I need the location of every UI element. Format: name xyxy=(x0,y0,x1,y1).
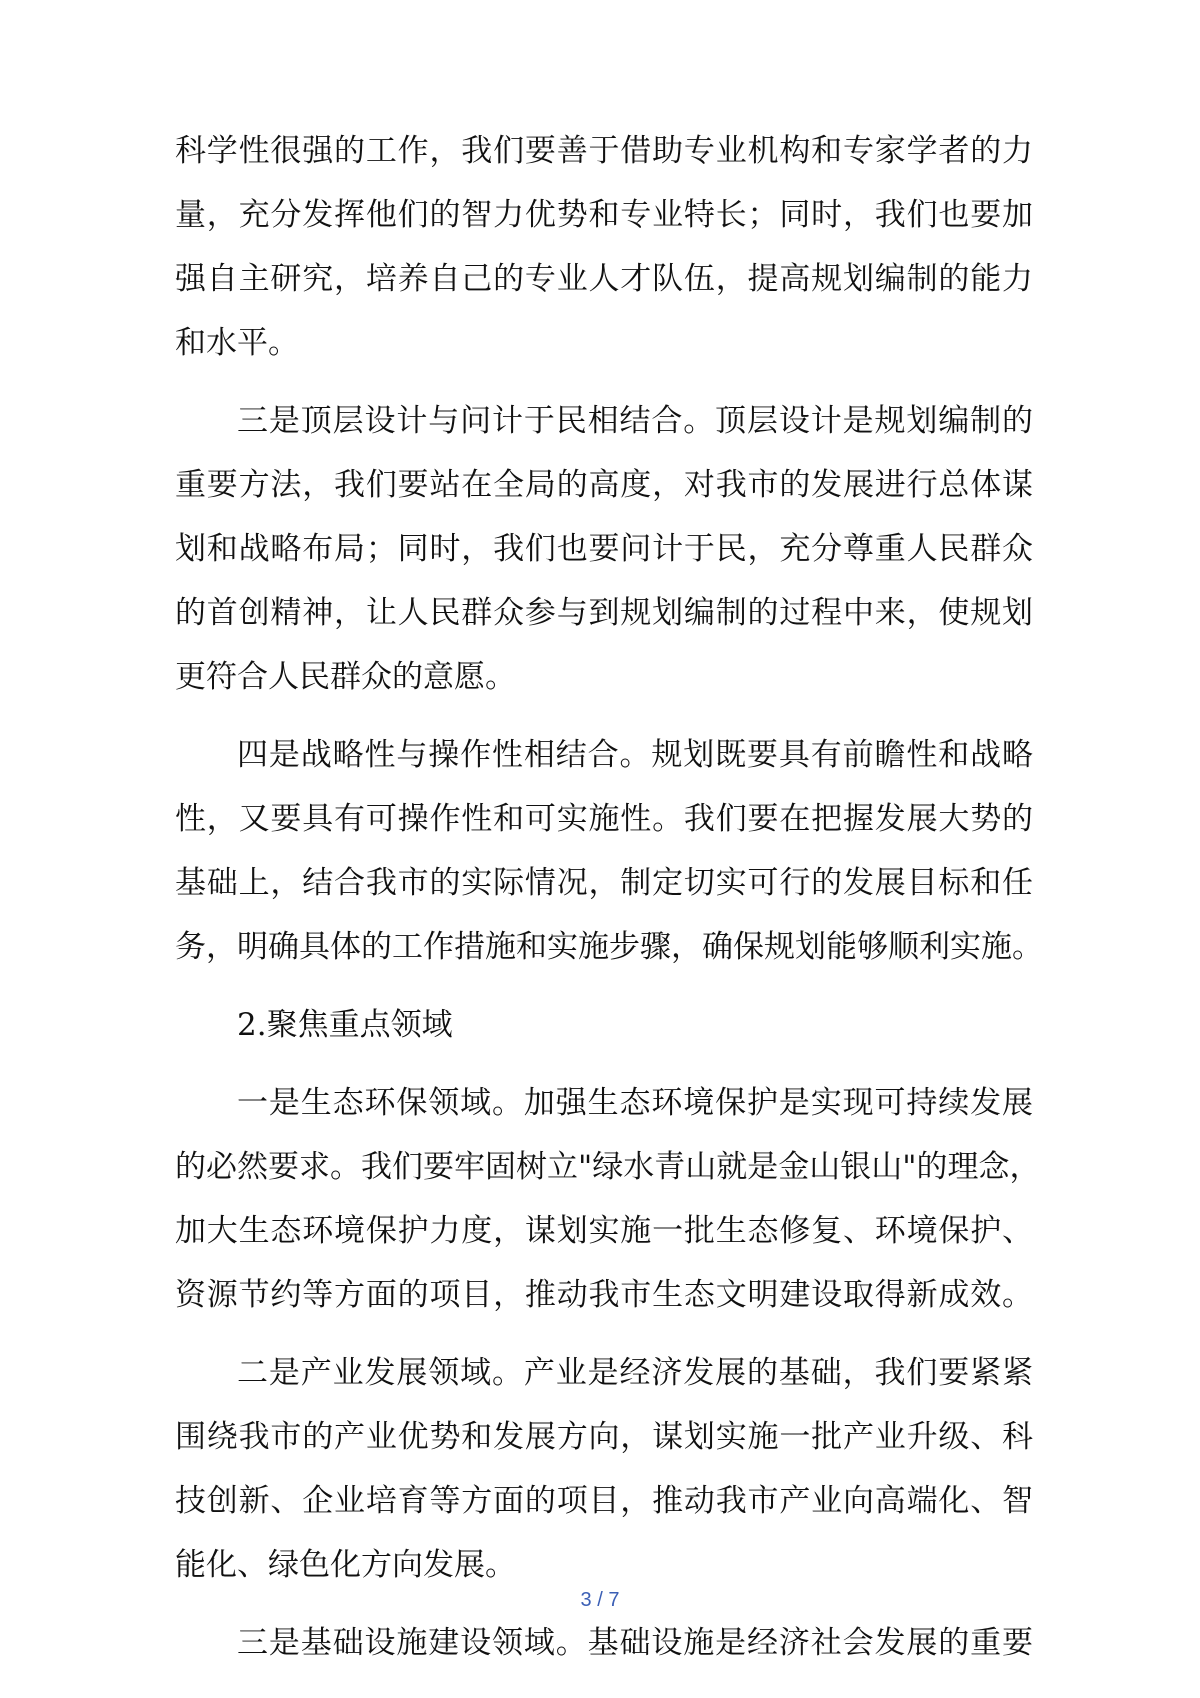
text-line: 的必然要求。我们要牢固树立"绿水青山就是金山银山"的理念， xyxy=(175,1149,1041,1185)
text-line: 能化、绿色化方向发展。 xyxy=(175,1547,516,1583)
text-line: 性，又要具有可操作性和可实施性。我们要在把握发展大势的 xyxy=(175,801,1033,837)
text-line: 务，明确具体的工作措施和实施步骤，确保规划能够顺利实施。 xyxy=(175,929,1043,965)
text-line: 更符合人民群众的意愿。 xyxy=(175,659,516,695)
page-number: 3 / 7 xyxy=(580,1589,620,1611)
text-line: 二是产业发展领域。产业是经济发展的基础，我们要紧紧 xyxy=(237,1355,1033,1391)
text-line: 四是战略性与操作性相结合。规划既要具有前瞻性和战略 xyxy=(237,737,1033,773)
text-line: 量，充分发挥他们的智力优势和专业特长；同时，我们也要加 xyxy=(175,197,1033,233)
text-line: 三是基础设施建设领域。基础设施是经济社会发展的重要 xyxy=(237,1625,1033,1661)
section-heading: 2.聚焦重点领域 xyxy=(237,1007,453,1043)
body-text xyxy=(175,119,1043,1675)
text-line: 基础上，结合我市的实际情况，制定切实可行的发展目标和任 xyxy=(175,865,1033,901)
text-line: 围绕我市的产业优势和发展方向，谋划实施一批产业升级、科 xyxy=(175,1419,1033,1455)
text-line: 强自主研究，培养自己的专业人才队伍，提高规划编制的能力 xyxy=(175,261,1033,297)
text-line: 加大生态环境保护力度，谋划实施一批生态修复、环境保护、 xyxy=(175,1213,1033,1249)
text-line: 三是顶层设计与问计于民相结合。顶层设计是规划编制的 xyxy=(237,403,1033,439)
text-line: 资源节约等方面的项目，推动我市生态文明建设取得新成效。 xyxy=(175,1277,1033,1313)
text-line: 划和战略布局；同时，我们也要问计于民，充分尊重人民群众 xyxy=(175,531,1033,567)
text-line: 和水平。 xyxy=(175,325,299,361)
text-line: 一是生态环保领域。加强生态环境保护是实现可持续发展 xyxy=(237,1085,1033,1121)
text-line: 重要方法，我们要站在全局的高度，对我市的发展进行总体谋 xyxy=(175,467,1033,503)
text-line: 的首创精神，让人民群众参与到规划编制的过程中来，使规划 xyxy=(175,595,1033,631)
text-line: 科学性很强的工作，我们要善于借助专业机构和专家学者的力 xyxy=(175,133,1033,169)
text-line: 技创新、企业培育等方面的项目，推动我市产业向高端化、智 xyxy=(175,1483,1033,1519)
